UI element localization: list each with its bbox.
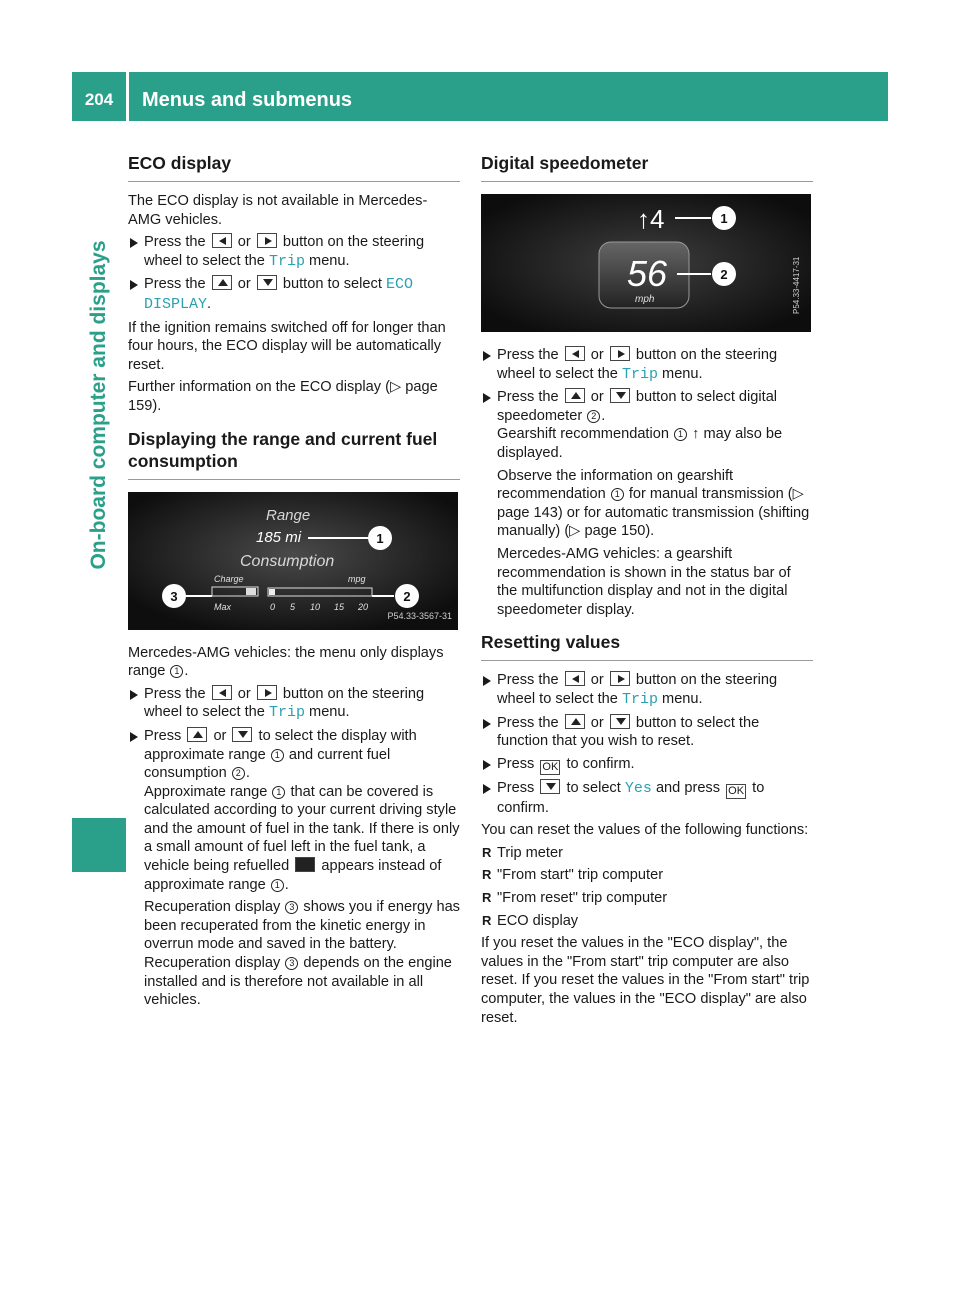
up-arrow-key-icon [187,727,207,742]
eco-page-ref: Further information on the ECO display (▷ page 159). [128,379,438,414]
list-item: R "From reset" trip computer [481,889,813,908]
list-item: R "From start" trip computer [481,866,813,885]
eco-step-1: Press the or button on the steering wheel to select the Trip menu. [128,233,460,271]
gearshift-note: Observe the information on gearshift recommendation 1 for manual transmission (▷ page 143) or for automatic transmission (shifting manually) (▷ page 150). [497,467,810,540]
page-number: 204 [84,90,114,109]
callout-ref-2-icon: 2 [587,410,600,423]
digital-speedometer-heading: Digital speedometer [481,152,813,182]
reset-step-4: Press to select Yes and press OK to confirm. [481,779,813,818]
callout-ref-1-icon: 1 [611,488,624,501]
right-arrow-key-icon [257,233,277,248]
trip-menu-label: Trip [621,365,658,383]
right-arrow-key-icon [257,685,277,700]
eco-display-heading: ECO display [128,152,460,182]
speedo-step-1: Press the or button on the steering wheel to select the Trip menu. [481,346,813,384]
yes-option-label: Yes [624,779,652,797]
trip-menu-label: Trip [621,690,658,708]
ok-key-icon: OK [540,760,560,775]
speed-value: 56 [627,253,668,294]
left-arrow-key-icon [212,233,232,248]
up-arrow-key-icon [565,388,585,403]
header-separator [126,72,129,121]
max-label: Max [214,601,232,612]
callout-ref-1-icon: 1 [674,428,687,441]
resetting-values-heading: Resetting values [481,631,813,661]
digital-speedometer-figure [481,194,811,332]
scale-tick-10: 10 [310,601,321,612]
down-arrow-key-icon [610,388,630,403]
callout-ref-3-icon: 3 [285,901,298,914]
callout-2: 2 [720,267,728,282]
callout-ref-1-icon: 1 [271,749,284,762]
range-step-2: Press or to select the display with approximate range 1 and current fuel consumption 2 . Approximate range 1 that can be covered is calculated according to your current driving style and the amount of fuel in the tank. If there is only a small amount of fuel left in the fuel tank, a vehicle being refuelled appears instead of approximate range 1 . [128,727,460,894]
range-label: Range [266,506,311,524]
consumption-label: Consumption [240,552,335,570]
left-arrow-key-icon [565,346,585,361]
list-item: R ECO display [481,912,813,931]
upshift-arrow-icon: ↑ [692,426,700,443]
callout-3: 3 [170,588,178,604]
amg-gearshift-note: Mercedes-AMG vehicles: a gearshift recommendation is shown in the status bar of the multifunction display and not in the digital speedometer display. [497,545,791,618]
right-arrow-key-icon [610,671,630,686]
reset-step-3: Press OK to confirm. [481,755,813,775]
callout-1: 1 [720,211,728,226]
callout-ref-3-icon: 3 [285,957,298,970]
trip-menu-label: Trip [268,704,305,722]
scale-tick-20: 20 [358,601,369,612]
right-arrow-key-icon [610,346,630,361]
right-column [481,140,813,1031]
recuperation-note: Recuperation display 3 shows you if energy has been recuperated from the kinetic energy in overrun mode and saved in the battery. Recuperation display 3 depends on the engine installed and is therefore not available in all vehicles. [144,899,460,1009]
scale-tick-5: 5 [290,601,296,612]
up-arrow-key-icon [565,714,585,729]
up-arrow-key-icon [212,275,232,290]
callout-ref-1-icon: 1 [170,665,183,678]
reset-functions-intro: You can reset the values of the following functions: [481,822,809,839]
eco-reset-info: If the ignition remains switched off for longer than four hours, the ECO display will be automatically reset. [128,319,446,373]
callout-ref-1-icon: 1 [272,786,285,799]
mpg-label: mpg [348,573,366,584]
callout-ref-1-icon: 1 [271,879,284,892]
charge-label: Charge [214,573,244,584]
side-tab-marker [72,818,126,872]
ok-key-icon: OK [726,784,746,799]
gear-recommendation: ↑4 [637,204,665,234]
range-heading: Displaying the range and current fuel consumption [128,428,460,480]
amg-range-note: Mercedes-AMG vehicles: the menu only displays range 1 . [128,644,444,680]
range-value: 185 mi [256,528,302,546]
speedo-step-2: Press the or button to select digital speedometer 2 . Gearshift recommendation 1 ↑ may also be displayed. [481,388,813,462]
speedometer-illustration [481,194,811,332]
eco-intro: The ECO display is not available in Mercedes-AMG vehicles. [128,193,428,228]
eco-step-2: Press the or button to select ECO DISPLAY. [128,275,460,314]
down-arrow-key-icon [610,714,630,729]
scale-tick-15: 15 [334,601,345,612]
callout-1: 1 [376,530,384,546]
range-consumption-figure [128,492,458,630]
range-step-1: Press the or button on the steering wheel to select the Trip menu. [128,685,460,723]
trip-menu-label: Trip [268,252,305,270]
page-title: Menus and submenus [142,89,353,111]
callout-2: 2 [403,588,411,604]
down-arrow-key-icon [232,727,252,742]
side-tab-label: On-board computer and displays [87,240,110,570]
left-column [128,140,460,1014]
scale-tick-0: 0 [270,601,276,612]
reset-step-2: Press the or button to select the function that you wish to reset. [481,714,813,751]
callout-ref-2-icon: 2 [232,767,245,780]
list-item: R Trip meter [481,844,813,863]
figure-code: P54.33-3567-31 [387,610,452,621]
fuel-pump-icon [295,857,315,872]
speed-unit: mph [635,294,655,305]
left-arrow-key-icon [212,685,232,700]
eco-display-menu-label: ECO DISPLAY [144,276,413,313]
down-arrow-key-icon [257,275,277,290]
left-arrow-key-icon [565,671,585,686]
reset-step-1: Press the or button on the steering wheel to select the Trip menu. [481,671,813,709]
reset-dependency-note: If you reset the values in the "ECO display", the values in the "From start" trip computer are also reset. If you reset the values in the "From start" trip computer, the values in the "ECO display" are also reset. [481,935,810,1026]
down-arrow-key-icon [540,779,560,794]
figure-code: P54.33-4417-31 [792,256,801,314]
